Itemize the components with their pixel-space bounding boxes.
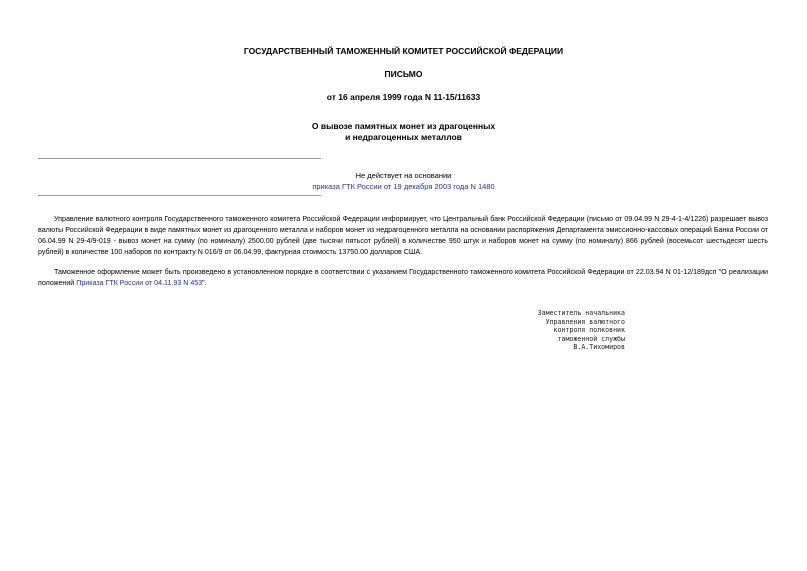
signature-line-3: контроля полковник — [553, 326, 625, 335]
body-paragraph-1: Управление валютного контроля Государственного таможенного комитета Российской Федерации информирует, что Центральный банк Российской Федерации (письмо от 09.04.99 N 29-4-1-4/1226) разрешает вывоз валюты Российской Федерации в виде памятных монет из драгоценного металла и наборов монет из недрагоценного металла на основании распоряжения Департамента эмиссионно-кассовых операций Банка России от 06.04.99 N 29-4/9-019 - вывоз монет на сумму (по номиналу) 2500.00 рублей (две тысячи пятьсот рублей) в количестве 950 штук и наборов монет на сумму (по номиналу) 866 рублей (восемьсот шестьдесят шесть рублей) в количестве 100 наборов по контракту N 016/9 от 06.04.99, фактурная стоимость 13750.00 долларов США. — [38, 215, 768, 256]
status-reference — [0, 181, 807, 192]
order-453-link[interactable]: Приказа ГТК России от 04.11.93 N 453 — [76, 279, 203, 287]
issuing-organization: ГОСУДАРСТВЕННЫЙ ТАМОЖЕННЫЙ КОМИТЕТ РОССИЙСКОЙ ФЕДЕРАЦИИ — [243, 46, 564, 56]
divider-bottom — [38, 195, 321, 196]
status-reference-link[interactable]: приказа ГТК России от 19 декабря 2003 года N 1480 — [312, 182, 495, 191]
signature-line-2: Управления валютного — [545, 317, 625, 326]
signature-block — [538, 309, 625, 352]
divider-top — [38, 158, 321, 159]
signature-line-1: Заместитель начальника — [537, 309, 625, 317]
paragraph-2-tail: ". — [202, 279, 207, 287]
document-subject — [0, 121, 807, 143]
document-date-number: от 16 апреля 1999 года N 11-15/11633 — [326, 92, 481, 102]
signature-line-4: таможенной службы — [557, 334, 625, 343]
subject-line-2: и недрагоценных металлов — [345, 132, 462, 142]
paragraph-2-text: Таможенное оформление может быть произведено в установленном порядке в соответствии с указанием Государственного таможенного комитета Российской Федерации от 22.03.94 N 01-12/189дсп "О реализации положений — [38, 268, 768, 287]
subject-line-1: О вывозе памятных монет из драгоценных — [311, 121, 496, 131]
status-note: Не действует на основании — [355, 171, 452, 180]
body-paragraph-2 — [38, 267, 768, 289]
document-type: ПИСЬМО — [384, 69, 423, 79]
signature-line-5: В.А.Тихомиров — [573, 343, 625, 352]
